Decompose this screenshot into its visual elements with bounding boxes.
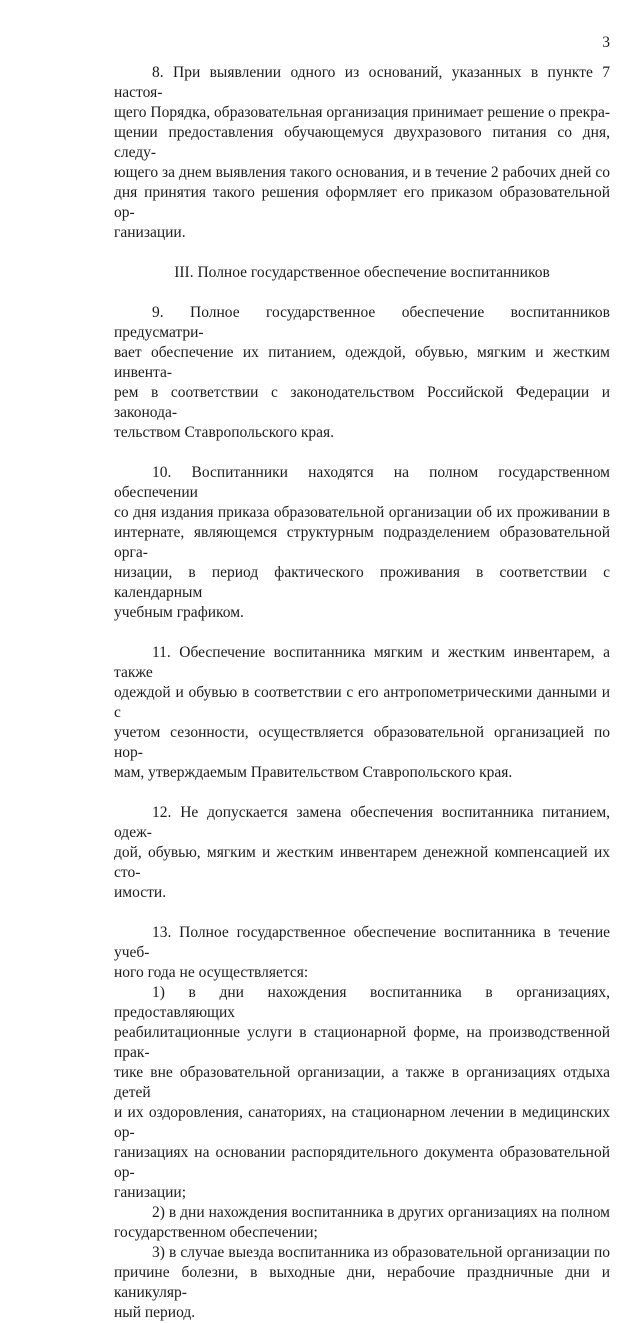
text-line: со дня издания приказа образовательной организации об их проживании в xyxy=(114,504,610,521)
paragraph-12 xyxy=(114,803,610,903)
text-line: 8. При выявлении одного из оснований, указанных в пункте 7 настоя- xyxy=(114,64,610,101)
paragraph-13-item-1 xyxy=(114,983,610,1203)
text-line: рем в соответствии с законодательством Российской Федерации и законода- xyxy=(114,384,610,421)
text-line: 3) в случае выезда воспитанника из образовательной организации по xyxy=(152,1244,610,1261)
text-line: ющего за днем выявления такого основания, и в течение 2 рабочих дней со xyxy=(114,164,610,181)
page-number: 3 xyxy=(602,34,610,51)
text-line: щении предоставления обучающемуся двухразового питания со дня, следу- xyxy=(114,124,610,161)
text-line: и их оздоровления, санаториях, на стационарном лечении в медицинских ор- xyxy=(114,1104,610,1141)
text-line: ганизации; xyxy=(114,1184,187,1201)
paragraph-8 xyxy=(114,63,610,243)
text-line: 9. Полное государственное обеспечение воспитанников предусматри- xyxy=(114,304,610,341)
text-line: учебным графиком. xyxy=(114,604,244,621)
text-line: дня принятия такого решения оформляет его приказом образовательной ор- xyxy=(114,184,610,221)
text-line: мам, утверждаемым Правительством Ставропольского края. xyxy=(114,764,513,781)
text-line: интернате, являющемся структурным подразделением образовательной орга- xyxy=(114,524,610,561)
paragraph-9 xyxy=(114,303,610,443)
text-line: ганизациях на основании распорядительного документа образовательной ор- xyxy=(114,1144,610,1181)
text-line: 12. Не допускается замена обеспечения воспитанника питанием, одеж- xyxy=(114,804,610,841)
text-line: 2) в дни нахождения воспитанника в других организациях на полном xyxy=(152,1204,610,1221)
text-line: имости. xyxy=(114,884,167,901)
text-line: 11. Обеспечение воспитанника мягким и жестким инвентарем, а также xyxy=(114,644,610,681)
text-line: дой, обувью, мягким и жестким инвентарем денежной компенсацией их сто- xyxy=(114,844,610,881)
paragraph-11 xyxy=(114,643,610,783)
text-line: 1) в дни нахождения воспитанника в организациях, предоставляющих xyxy=(114,984,610,1021)
text-line: реабилитационные услуги в стационарной форме, на производственной прак- xyxy=(114,1024,610,1061)
text-line: одеждой и обувью в соответствии с его антропометрическими данными и с xyxy=(114,684,610,721)
paragraph-13-item-2 xyxy=(114,1203,610,1243)
document-body xyxy=(114,63,610,1323)
text-line: щего Порядка, образовательная организация принимает решение о прекра- xyxy=(114,104,610,121)
paragraph-13-item-3 xyxy=(114,1243,610,1323)
paragraph-10 xyxy=(114,463,610,623)
text-line: тике вне образовательной организации, а также в организациях отдыха детей xyxy=(114,1064,610,1101)
text-line: тельством Ставропольского края. xyxy=(114,424,335,441)
text-line: ного года не осуществляется: xyxy=(114,964,309,981)
text-line: ный период. xyxy=(114,1304,196,1321)
section-heading: III. Полное государственное обеспечение воспитанников xyxy=(174,264,550,281)
text-line: учетом сезонности, осуществляется образовательной организацией по нор- xyxy=(114,724,610,761)
text-line: 10. Воспитанники находятся на полном государственном обеспечении xyxy=(114,464,610,501)
text-line: вает обеспечение их питанием, одеждой, обувью, мягким и жестким инвента- xyxy=(114,344,610,381)
text-line: 13. Полное государственное обеспечение воспитанника в течение учеб- xyxy=(114,924,610,961)
paragraph-13 xyxy=(114,923,610,983)
text-line: ганизации. xyxy=(114,224,186,241)
text-line: государственном обеспечении; xyxy=(114,1224,318,1241)
text-line: низации, в период фактического проживания в соответствии с календарным xyxy=(114,564,610,601)
text-line: причине болезни, в выходные дни, нерабочие праздничные дни и каникуляр- xyxy=(114,1264,610,1301)
